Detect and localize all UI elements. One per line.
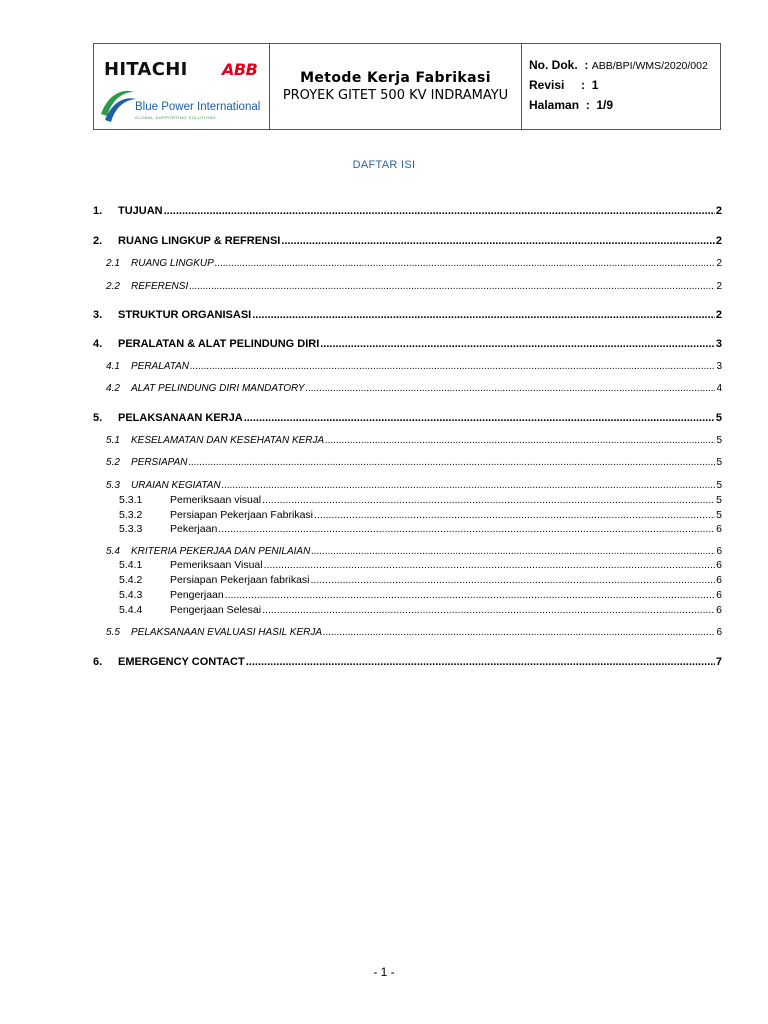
page-footer-number: - 1 - [373, 965, 395, 979]
toc-entry-label: PELAKSANAAN KERJA [118, 412, 243, 424]
toc-entry[interactable] [93, 235, 722, 247]
toc-entry[interactable] [93, 435, 722, 446]
toc-leader-dots [244, 412, 715, 424]
toc-entry-label: Pemeriksaan visual [170, 494, 262, 506]
toc-leader-dots [311, 574, 716, 586]
logo-cell [94, 44, 270, 129]
revision-row [529, 78, 720, 98]
toc-leader-dots [189, 457, 716, 468]
toc-entry-number: 2. [93, 235, 103, 247]
toc-entry-number: 4.1 [106, 361, 120, 372]
toc-entry-label: STRUKTUR ORGANISASI [118, 309, 252, 321]
toc-entry-number: 5.3.3 [119, 523, 143, 535]
toc-entry-page: 6 [716, 574, 722, 586]
toc-entry-page: 5 [716, 494, 722, 506]
toc-entry-number: 5.4.4 [119, 604, 143, 616]
document-subtitle: PROYEK GITET 500 KV INDRAMAYU [282, 88, 509, 103]
toc-leader-dots [325, 435, 715, 446]
toc-entry-page: 2 [715, 309, 722, 321]
toc-entry[interactable] [93, 604, 722, 616]
toc-entry-number: 5.5 [106, 627, 120, 638]
toc-entry-page: 5 [716, 480, 722, 491]
toc-entry-number: 5.4.2 [119, 574, 143, 586]
toc-entry-number: 2.2 [106, 281, 120, 292]
toc-entry[interactable] [93, 523, 722, 535]
toc-entry-number: 4.2 [106, 383, 120, 394]
toc-heading: DAFTAR ISI [352, 159, 416, 171]
toc-entry-number: 5. [93, 412, 103, 424]
toc-entry-page: 3 [715, 338, 722, 350]
bpi-logo-name: Blue Power International [135, 101, 261, 113]
toc-entry-label: PELAKSANAAN EVALUASI HASIL KERJA [131, 627, 323, 638]
meta-cell [522, 44, 720, 129]
toc-entry-label: REFERENSI [131, 281, 189, 292]
toc-entry-number: 1. [93, 205, 103, 217]
abb-logo: ABB [222, 60, 258, 79]
toc-entry-label: RUANG LINGKUP & REFRENSI [118, 235, 281, 247]
toc-entry[interactable] [93, 627, 722, 638]
toc-entry-number: 5.4.3 [119, 589, 143, 601]
toc-entry-label: URAIAN KEGIATAN [131, 480, 221, 491]
toc-entry-page: 6 [716, 627, 722, 638]
toc-entry-number: 3. [93, 309, 103, 321]
toc-entry[interactable] [93, 559, 722, 571]
document-header [93, 43, 721, 130]
toc-entry-page: 5 [716, 509, 722, 521]
toc-entry-number: 2.1 [106, 258, 120, 269]
toc-leader-dots [225, 589, 715, 601]
toc-entry-label: EMERGENCY CONTACT [118, 656, 245, 668]
toc-entry-number: 5.3.2 [119, 509, 143, 521]
bpi-logo [98, 84, 266, 126]
doc-number-label: No. Dok. [529, 58, 578, 72]
toc-entry-number: 6. [93, 656, 103, 668]
toc-leader-dots [189, 281, 715, 292]
toc-leader-dots [252, 309, 715, 321]
toc-leader-dots [281, 235, 715, 247]
toc-entry-page: 4 [716, 383, 722, 394]
toc-entry-label: Pengerjaan [170, 589, 224, 601]
toc-entry-page: 5 [715, 412, 722, 424]
revision-value: 1 [591, 78, 599, 92]
page-row [529, 98, 720, 118]
toc-entry-number: 5.4 [106, 546, 120, 557]
toc-leader-dots [215, 258, 716, 269]
toc-entry-page: 5 [716, 435, 722, 446]
toc-entry[interactable] [93, 258, 722, 269]
toc-entry[interactable] [93, 338, 722, 350]
toc-entry[interactable] [93, 480, 722, 491]
toc-entry[interactable] [93, 656, 722, 668]
toc-entry[interactable] [93, 205, 722, 217]
toc-entry-label: KRITERIA PEKERJAA DAN PENILAIAN [131, 546, 311, 557]
toc-leader-dots [164, 205, 715, 217]
toc-entry-label: PERALATAN & ALAT PELINDUNG DIRI [118, 338, 320, 350]
toc-entry[interactable] [93, 589, 722, 601]
toc-entry-number: 5.2 [106, 457, 120, 468]
document-title: Metode Kerja Fabrikasi [300, 70, 491, 86]
toc-entry-label: Pekerjaan [170, 523, 218, 535]
toc-entry-page: 6 [716, 589, 722, 601]
toc-entry-label: PERSIAPAN [131, 457, 188, 468]
toc-entry-number: 5.3.1 [119, 494, 143, 506]
toc-entry-label: PERALATAN [131, 361, 189, 372]
toc-entry-number: 5.3 [106, 480, 120, 491]
toc-entry[interactable] [93, 546, 722, 557]
doc-number-sep: : [584, 58, 589, 72]
toc-entry-page: 2 [715, 235, 722, 247]
toc-entry-label: Pengerjaan Selesai [170, 604, 262, 616]
toc-leader-dots [320, 338, 715, 350]
toc-entry[interactable] [93, 494, 722, 506]
page-value: 1/9 [596, 98, 614, 112]
toc-leader-dots [218, 523, 715, 535]
toc-entry-number: 5.4.1 [119, 559, 143, 571]
toc-entry-number: 5.1 [106, 435, 120, 446]
toc-entry[interactable] [93, 574, 722, 586]
toc-entry[interactable] [93, 509, 722, 521]
toc-entry-page: 5 [716, 457, 722, 468]
revision-label: Revisi [529, 78, 565, 92]
bpi-swoosh-icon [98, 84, 138, 124]
toc-entry[interactable] [93, 383, 722, 394]
toc-leader-dots [311, 546, 715, 557]
doc-number-value: ABB/BPI/WMS/2020/002 [591, 60, 708, 72]
toc-entry-label: TUJUAN [118, 205, 163, 217]
toc-entry-page: 6 [716, 546, 722, 557]
toc-entry-page: 6 [716, 604, 722, 616]
toc-leader-dots [262, 604, 715, 616]
toc-entry[interactable] [93, 309, 722, 321]
toc-entry[interactable] [93, 457, 722, 468]
toc-entry-page: 2 [716, 281, 722, 292]
bpi-logo-tagline: GLOBAL SUPPORTING SOLUTIONS [135, 115, 217, 120]
doc-number-row [529, 58, 720, 78]
toc-entry[interactable] [93, 361, 722, 372]
toc-leader-dots [262, 494, 715, 506]
toc-entry-number: 4. [93, 338, 103, 350]
page-label: Halaman [529, 98, 580, 112]
page-sep: : [585, 98, 590, 112]
hitachi-logo: HITACHI [104, 59, 188, 80]
revision-sep: : [581, 78, 586, 92]
toc-entry-label: ALAT PELINDUNG DIRI MANDATORY [131, 383, 305, 394]
toc-entry-label: Pemeriksaan Visual [170, 559, 263, 571]
toc-entry-label: KESELAMATAN DAN KESEHATAN KERJA [131, 435, 325, 446]
toc-leader-dots [190, 361, 715, 372]
toc-leader-dots [264, 559, 716, 571]
toc-entry-page: 2 [715, 205, 722, 217]
toc-entry-page: 2 [716, 258, 722, 269]
toc-entry-label: RUANG LINGKUP [131, 258, 214, 269]
toc-entry-label: Persiapan Pekerjaan Fabrikasi [170, 509, 313, 521]
toc-leader-dots [314, 509, 715, 521]
toc-leader-dots [246, 656, 715, 668]
toc-leader-dots [222, 480, 716, 491]
toc-entry-page: 3 [716, 361, 722, 372]
title-cell [270, 44, 522, 129]
toc-entry-page: 7 [715, 656, 722, 668]
toc-entry-page: 6 [716, 523, 722, 535]
toc-leader-dots [323, 627, 715, 638]
toc-entry-label: Persiapan Pekerjaan fabrikasi [170, 574, 310, 586]
toc-entry-page: 6 [716, 559, 722, 571]
toc-entry[interactable] [93, 281, 722, 292]
toc-leader-dots [306, 383, 716, 394]
toc-entry[interactable] [93, 412, 722, 424]
